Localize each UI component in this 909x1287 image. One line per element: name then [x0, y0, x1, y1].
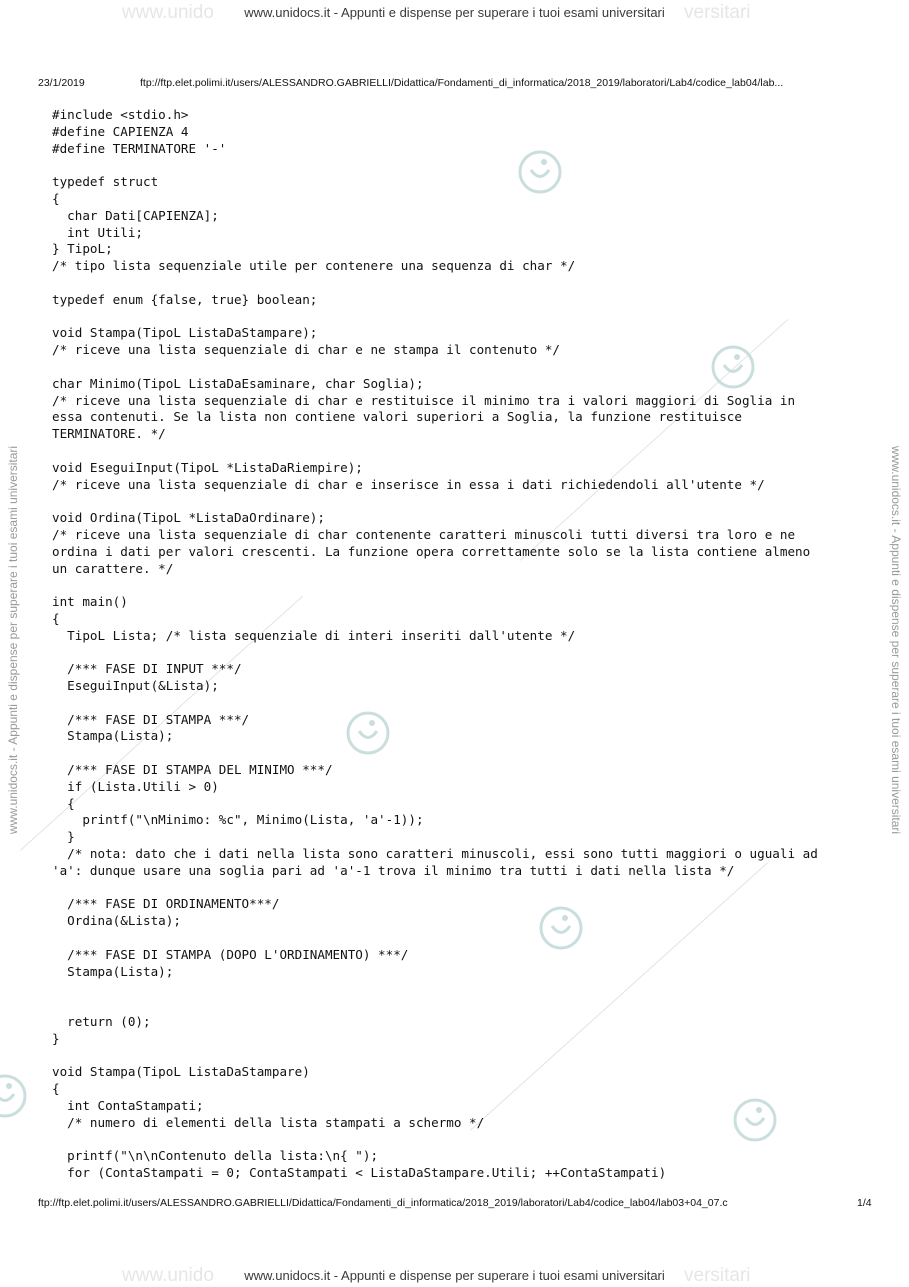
code-line: un carattere. */ — [52, 560, 174, 576]
code-line: { — [52, 795, 75, 811]
code-line — [52, 695, 882, 712]
code-line: EseguiInput(&Lista); — [52, 678, 219, 694]
code-line: int main() — [52, 594, 128, 610]
watermark-side-left: www.unidocs.it - Appunti e dispense per superare i tuoi esami universitari — [6, 445, 20, 835]
page-number: 1/4 — [857, 1197, 872, 1209]
code-line: #define TERMINATORE '-' — [52, 140, 227, 156]
code-line: /* riceve una lista sequenziale di char e ne stampa il contenuto */ — [52, 342, 560, 358]
code-line: #include <stdio.h> — [52, 107, 189, 122]
watermark-side-right: www.unidocs.it - Appunti e dispense per superare i tuoi esami universitari — [889, 445, 903, 835]
source-code — [52, 107, 882, 1182]
code-line: /*** FASE DI STAMPA (DOPO L'ORDINAMENTO) ***/ — [52, 946, 409, 962]
code-line: if (Lista.Utili > 0) — [52, 778, 219, 794]
print-date: 23/1/2019 — [38, 77, 85, 89]
code-line: return (0); — [52, 1014, 151, 1030]
code-line: /* nota: dato che i dati nella lista sono caratteri minuscoli, essi sono tutti maggiori o uguali ad — [52, 846, 818, 862]
code-line: essa contenuti. Se la lista non contiene valori superiori a Soglia, la funzione restituisce — [52, 409, 742, 425]
code-line: void Stampa(TipoL ListaDaStampare); — [52, 325, 318, 341]
watermark-banner-top: www.unidocs.it - Appunti e dispense per superare i tuoi esami universitari — [244, 5, 665, 20]
code-line: /*** FASE DI INPUT ***/ — [52, 661, 242, 677]
code-line — [52, 745, 882, 762]
code-line: /*** FASE DI ORDINAMENTO***/ — [52, 896, 280, 912]
code-line: #define CAPIENZA 4 — [52, 123, 189, 139]
code-line — [52, 1132, 882, 1149]
code-line: /* numero di elementi della lista stampati a schermo */ — [52, 1114, 485, 1130]
code-line: Ordina(&Lista); — [52, 913, 181, 929]
watermark-banner-bottom: www.unidocs.it - Appunti e dispense per superare i tuoi esami universitari — [244, 1268, 665, 1283]
code-line — [52, 930, 882, 947]
code-line: /* riceve una lista sequenziale di char e inserisce in essa i dati richiedendoli all'utente */ — [52, 476, 765, 492]
code-line: printf("\nMinimo: %c", Minimo(Lista, 'a'-1)); — [52, 812, 424, 828]
code-line: { — [52, 190, 60, 206]
code-line: { — [52, 610, 60, 626]
code-line — [52, 443, 882, 460]
code-line: Stampa(Lista); — [52, 728, 174, 744]
code-line: TERMINATORE. */ — [52, 426, 166, 442]
code-line: } — [52, 829, 75, 845]
code-line: for (ContaStampati = 0; ContaStampati < ListaDaStampare.Utili; ++ContaStampati) — [52, 1165, 667, 1181]
code-line: /*** FASE DI STAMPA DEL MINIMO ***/ — [52, 762, 333, 778]
code-line: /* tipo lista sequenziale utile per contenere una sequenza di char */ — [52, 258, 576, 274]
code-line: void Stampa(TipoL ListaDaStampare) — [52, 1064, 310, 1080]
code-line — [52, 309, 882, 326]
code-line: typedef enum {false, true} boolean; — [52, 291, 318, 307]
code-line: int Utili; — [52, 224, 143, 240]
code-line: ordina i dati per valori crescenti. La funzione opera correttamente solo se la lista contiene almeno — [52, 543, 811, 559]
code-line: } TipoL; — [52, 241, 113, 257]
code-line — [52, 1048, 882, 1065]
code-line: printf("\n\nContenuto della lista:\n{ "); — [52, 1148, 379, 1164]
code-line: /*** FASE DI STAMPA ***/ — [52, 711, 250, 727]
code-line: 'a': dunque usare una soglia pari ad 'a'-1 trova il minimo tra tutti i dati nella lista */ — [52, 862, 735, 878]
watermark-logo-icon — [0, 1073, 28, 1119]
watermark-faint-right-bottom: versitari — [684, 1265, 751, 1286]
code-line: char Dati[CAPIENZA]; — [52, 207, 219, 223]
code-line: /* riceve una lista sequenziale di char e restituisce il minimo tra i valori maggiori di Soglia in — [52, 392, 796, 408]
watermark-faint-right-top: versitari — [684, 2, 751, 23]
watermark-faint-left-top: www.unido — [122, 2, 214, 23]
code-line — [52, 997, 882, 1014]
code-line: { — [52, 1081, 60, 1097]
watermark-faint-left-bottom: www.unido — [122, 1265, 214, 1286]
code-line — [52, 645, 882, 662]
code-line — [52, 275, 882, 292]
code-line: /* riceve una lista sequenziale di char contenente caratteri minuscoli tutti diversi tra loro e ne — [52, 526, 796, 542]
code-line: TipoL Lista; /* lista sequenziale di interi inseriti dall'utente */ — [52, 627, 576, 643]
code-line: char Minimo(TipoL ListaDaEsaminare, char Soglia); — [52, 375, 424, 391]
print-url-header: ftp://ftp.elet.polimi.it/users/ALESSANDRO.GABRIELLI/Didattica/Fondamenti_di_informatica/2018_2019/laboratori/Lab4/codice_lab04/lab... — [140, 77, 784, 89]
code-line — [52, 157, 882, 174]
code-line: void EseguiInput(TipoL *ListaDaRiempire); — [52, 459, 363, 475]
code-line: Stampa(Lista); — [52, 963, 174, 979]
code-line — [52, 359, 882, 376]
code-line: void Ordina(TipoL *ListaDaOrdinare); — [52, 510, 325, 526]
code-line — [52, 493, 882, 510]
code-line: typedef struct — [52, 174, 159, 190]
code-line: int ContaStampati; — [52, 1098, 204, 1114]
print-url-footer: ftp://ftp.elet.polimi.it/users/ALESSANDRO.GABRIELLI/Didattica/Fondamenti_di_informatica/2018_2019/laboratori/Lab4/codice_lab04/lab03+04_07.c — [38, 1197, 728, 1209]
code-line — [52, 577, 882, 594]
code-line — [52, 980, 882, 997]
code-line: } — [52, 1030, 60, 1046]
code-line — [52, 880, 882, 897]
